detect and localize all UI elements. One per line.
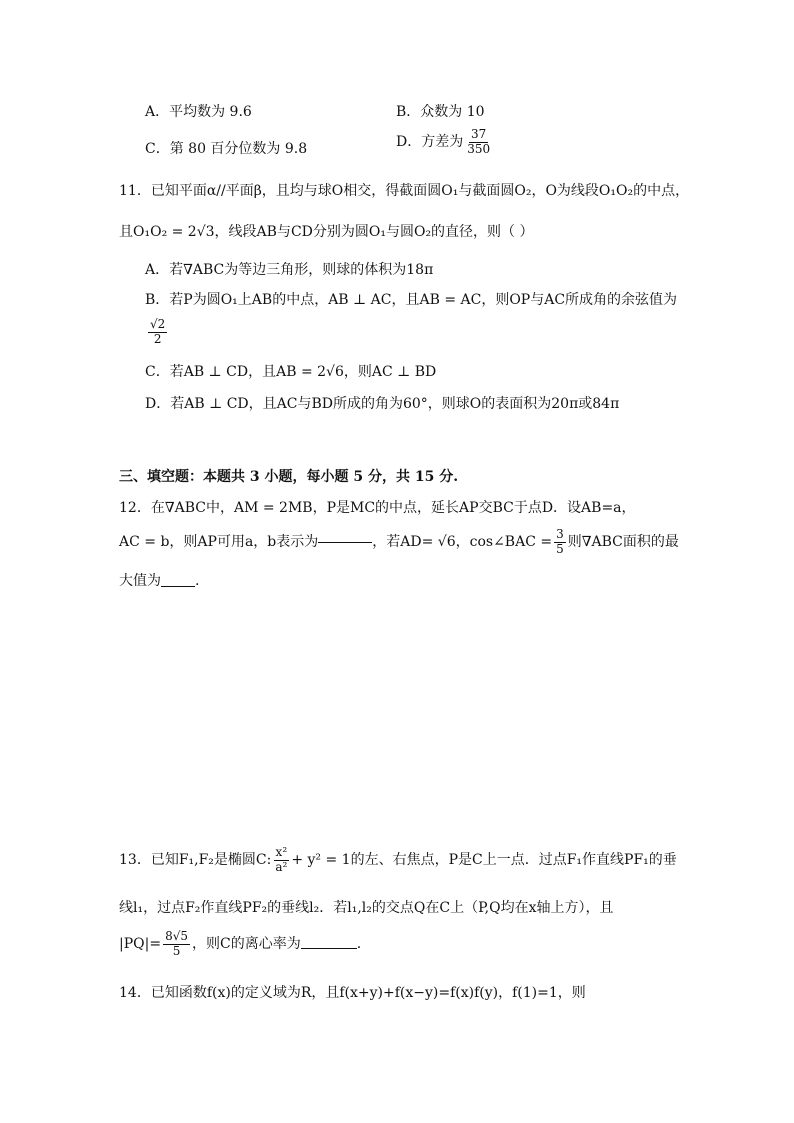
q10-option-c: C．第 80 百分位数为 9.8 xyxy=(145,141,308,157)
q13-frac-denominator: a² xyxy=(275,859,288,874)
q13-stem-line3 xyxy=(119,930,361,959)
q12-stem-line1: 12．在∇ABC中，AM = 2MB，P是MC的中点，延长AP交BC于点D．设AB=a， xyxy=(119,500,636,516)
q11-option-d: D．若AB ⊥ CD，且AC与BD所成的角为60°，则球O的表面积为20π或84π xyxy=(145,396,620,412)
q13-line3-part1: |PQ|= xyxy=(119,935,162,952)
q12-line3-text: 大值为 xyxy=(119,573,161,589)
q12-frac-numerator: 3 xyxy=(556,527,564,541)
q12-answer-blank-2[interactable] xyxy=(161,585,195,587)
q13-pq-denominator: 5 xyxy=(172,943,181,958)
q10-d-denominator: 350 xyxy=(467,141,491,156)
q11-b-denominator: 2 xyxy=(153,331,162,346)
q13-stem-line2: 线l₁，过点F₂作直线PF₂的垂线l₂．若l₁,l₂的交点Q在C上（P,Q均在x轴上方），且 xyxy=(119,900,614,916)
q12-cos-fraction xyxy=(554,528,566,557)
q13-line3-part2: ，则C的离心率为 xyxy=(191,935,301,952)
q11-option-b-fraction xyxy=(146,318,169,347)
q12-stem-line2 xyxy=(119,528,679,557)
q11-b-numerator: √2 xyxy=(150,317,166,331)
q11-stem-line1: 11．已知平面α//平面β，且均与球O相交，得截面圆O₁与截面圆O₂，O为线段O₁O₂的中点， xyxy=(119,183,690,199)
q10-option-b: B．众数为 10 xyxy=(396,104,485,120)
q12-answer-blank-1[interactable] xyxy=(318,541,372,543)
q11-stem-line2: 且O₁O₂ = 2√3，线段AB与CD分别为圆O₁与圆O₂的直径，则（ ） xyxy=(119,224,534,240)
q10-option-d-fraction xyxy=(465,128,492,157)
q14-stem-line1: 14．已知函数f(x)的定义域为R，且f(x+y)+f(x−y)=f(x)f(y)，f(1)=1，则 xyxy=(119,985,586,1001)
q13-line1-part2: + y² = 1的左、右焦点，P是C上一点．过点F₁作直线PF₁的垂 xyxy=(291,851,677,868)
q10-option-d-label: D．方差为 xyxy=(396,133,464,150)
q12-stem-line3 xyxy=(119,573,199,590)
q13-frac-numerator: x² xyxy=(275,845,288,859)
q12-frac-denominator: 5 xyxy=(556,541,564,556)
q12-line2-part2: ，若AD= √6，cos∠BAC = xyxy=(372,533,553,550)
q10-option-d xyxy=(396,128,494,157)
q13-ellipse-fraction xyxy=(273,846,289,875)
q10-option-a: A．平均数为 9.6 xyxy=(145,104,252,120)
section-heading-fill-in: 三、填空题：本题共 3 小题，每小题 5 分，共 15 分. xyxy=(119,469,459,485)
q13-pq-numerator: 8√5 xyxy=(165,929,188,943)
q10-d-numerator: 37 xyxy=(471,127,487,141)
q13-answer-blank[interactable] xyxy=(301,947,357,949)
q12-line2-part3: 则∇ABC面积的最 xyxy=(567,533,679,550)
q13-line1-part1: 13．已知F₁,F₂是椭圆C: xyxy=(119,851,272,868)
q11-option-a: A．若∇ABC为等边三角形，则球的体积为18π xyxy=(145,262,434,278)
q12-line3-end: . xyxy=(195,573,200,589)
q12-line2-part1: AC = b，则AP可用a，b表示为 xyxy=(119,533,319,550)
q11-option-c: C．若AB ⊥ CD，且AB = 2√6，则AC ⊥ BD xyxy=(145,364,437,380)
q11-option-b: B．若P为圆O₁上AB的中点，AB ⊥ AC，且AB = AC，则OP与AC所成角的余弦值为 xyxy=(145,292,678,308)
q13-pq-fraction xyxy=(163,930,190,959)
q13-stem-line1 xyxy=(119,846,677,875)
q13-line3-end: . xyxy=(356,935,362,952)
